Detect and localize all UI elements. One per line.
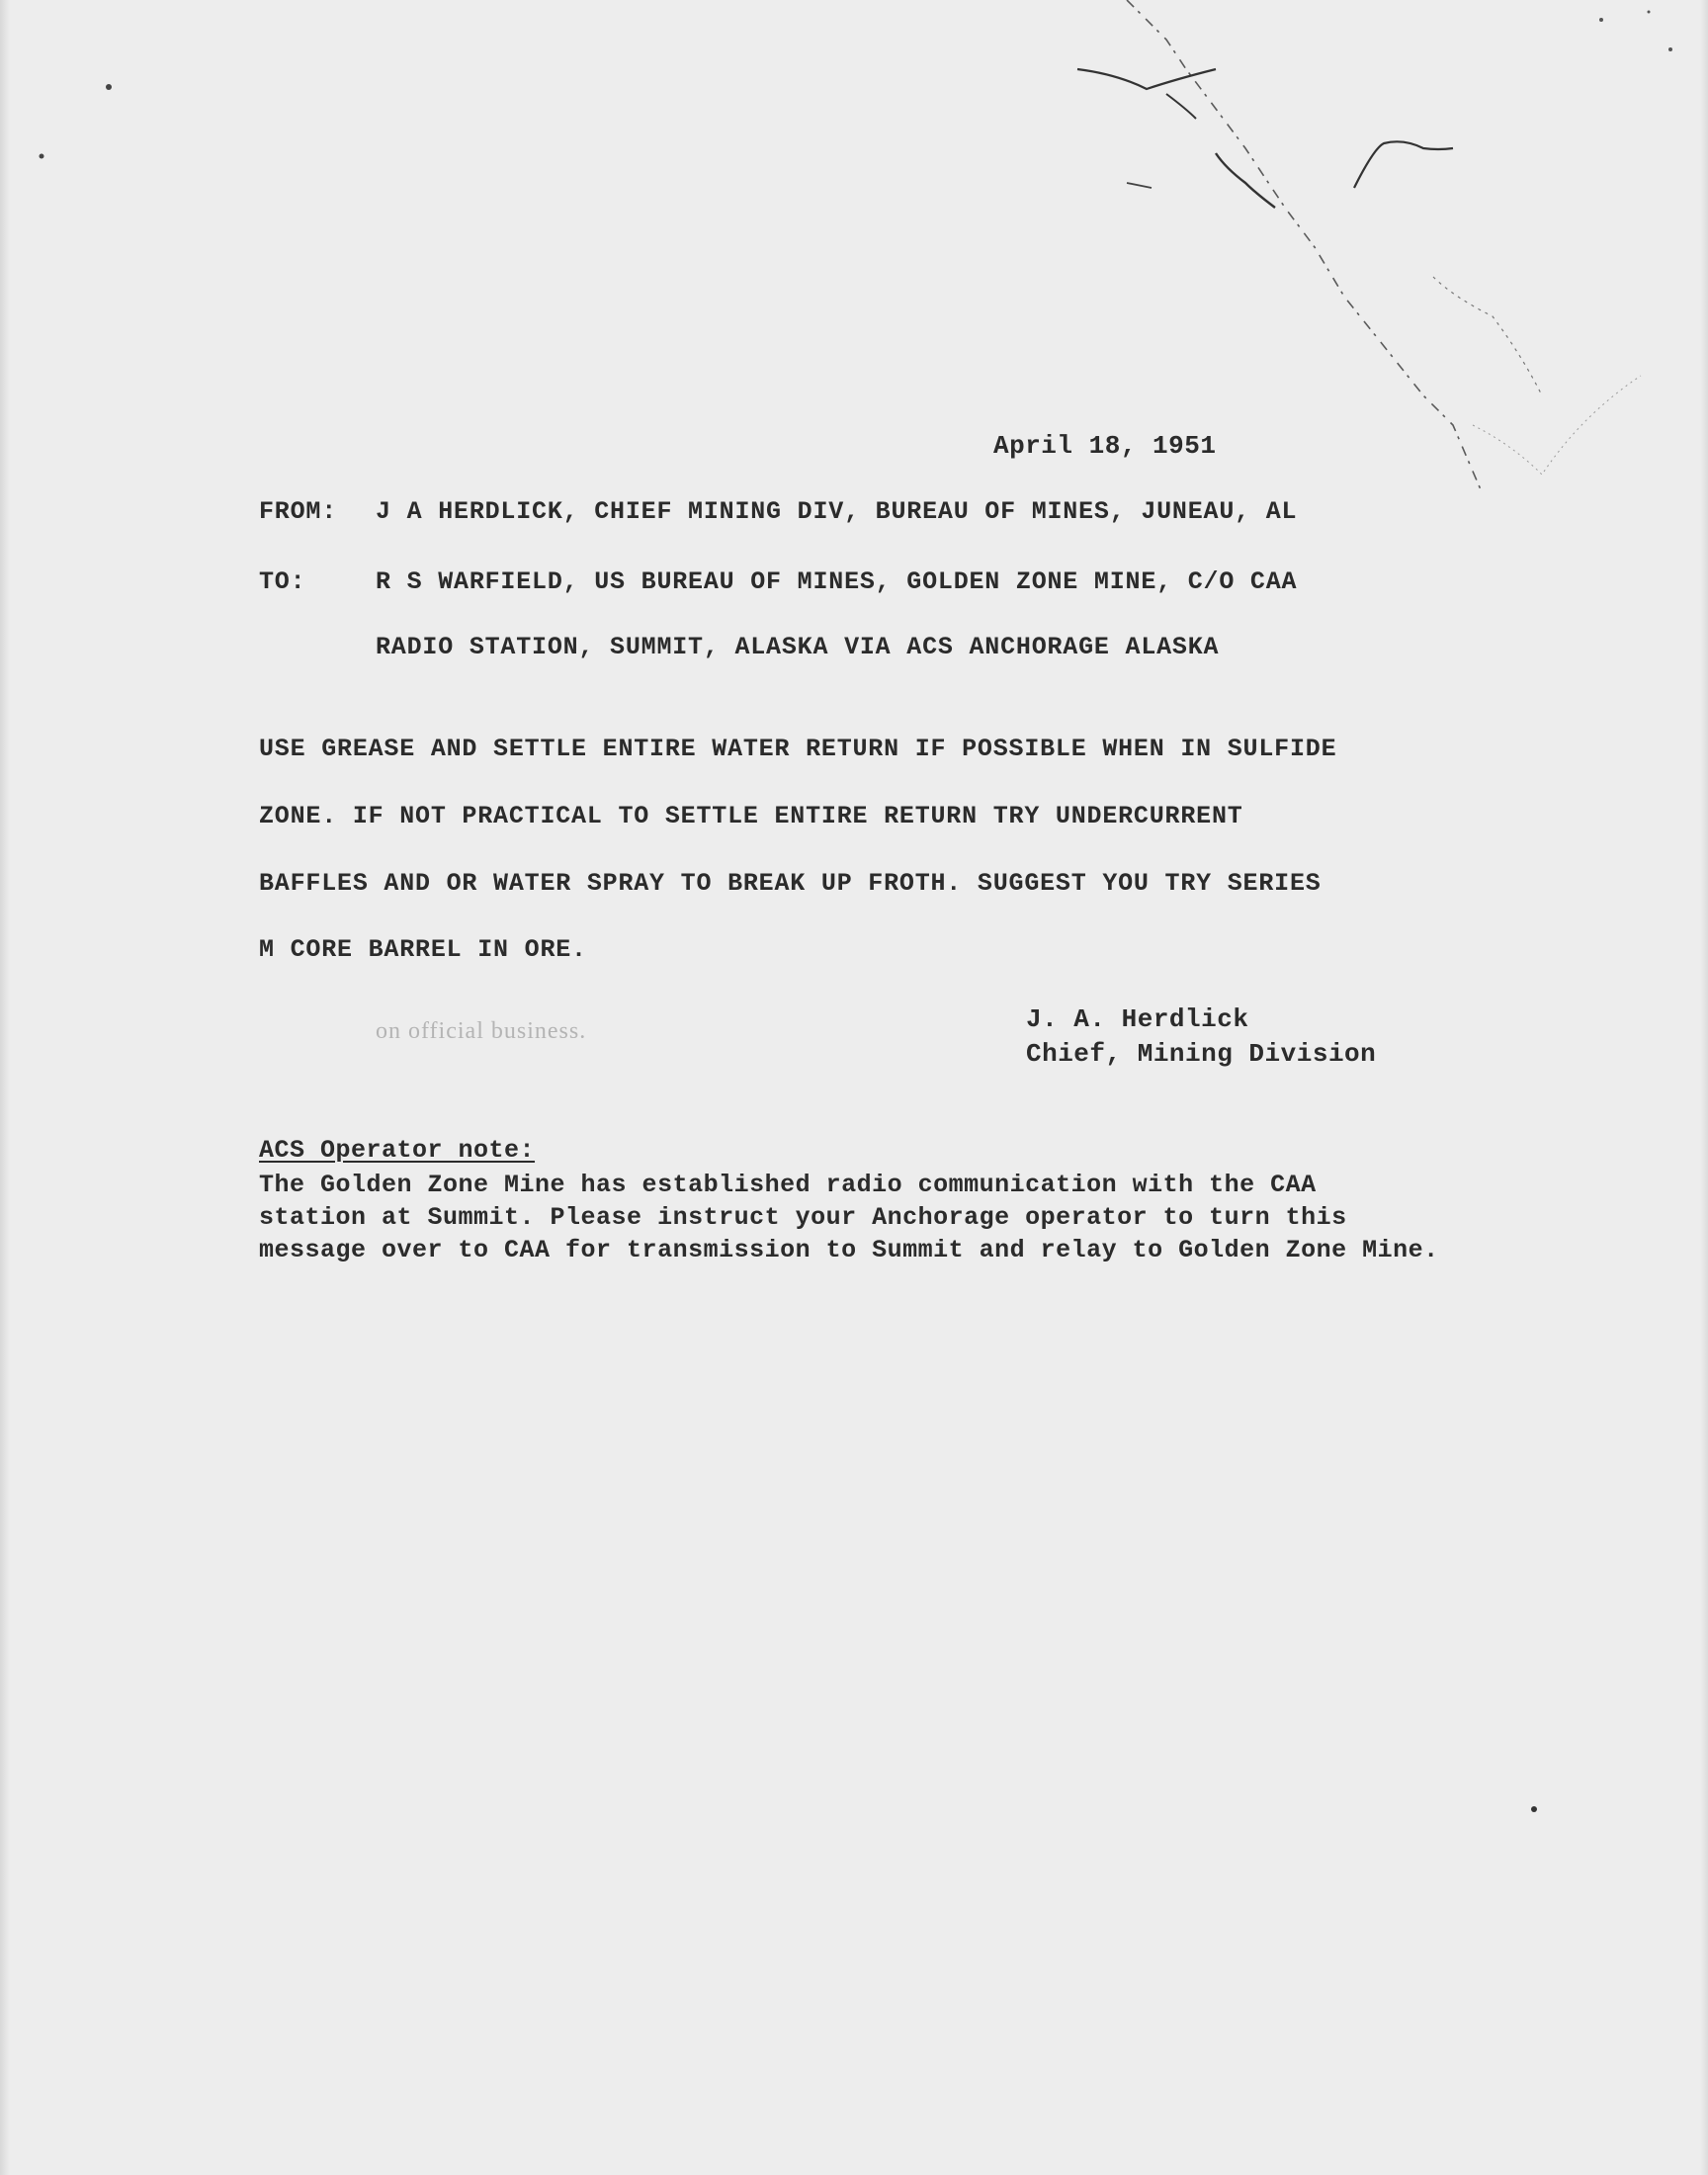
operator-note-line: message over to CAA for transmission to Summit and relay to Golden Zone Mine. — [259, 1236, 1439, 1264]
signature-name: J. A. Herdlick — [1026, 1004, 1249, 1034]
from-value: J A HERDLICK, CHIEF MINING DIV, BUREAU OF MINES, JUNEAU, AL — [376, 497, 1298, 526]
body-line: USE GREASE AND SETTLE ENTIRE WATER RETURN IF POSSIBLE WHEN IN SULFIDE — [259, 735, 1337, 763]
body-line: BAFFLES AND OR WATER SPRAY TO BREAK UP FROTH. SUGGEST YOU TRY SERIES — [259, 869, 1322, 898]
operator-note-heading: ACS Operator note: — [259, 1136, 536, 1165]
page-edge-shadow — [0, 0, 10, 2175]
letter-date: April 18, 1951 — [993, 431, 1217, 461]
from-label: FROM: — [259, 497, 338, 526]
to-line-1: R S WARFIELD, US BUREAU OF MINES, GOLDEN ZONE MINE, C/O CAA — [376, 567, 1298, 596]
faded-stamp-text: on official business. — [376, 1018, 587, 1044]
operator-note-line: The Golden Zone Mine has established radio communication with the CAA — [259, 1171, 1317, 1199]
body-line: ZONE. IF NOT PRACTICAL TO SETTLE ENTIRE RETURN TRY UNDERCURRENT — [259, 802, 1243, 830]
to-line-2: RADIO STATION, SUMMIT, ALASKA VIA ACS ANCHORAGE ALASKA — [376, 633, 1220, 661]
page-edge-shadow — [1700, 0, 1708, 2175]
signature-title: Chief, Mining Division — [1026, 1039, 1377, 1069]
operator-note-line: station at Summit. Please instruct your Anchorage operator to turn this — [259, 1203, 1347, 1232]
to-label: TO: — [259, 567, 306, 596]
body-line: M CORE BARREL IN ORE. — [259, 935, 587, 964]
